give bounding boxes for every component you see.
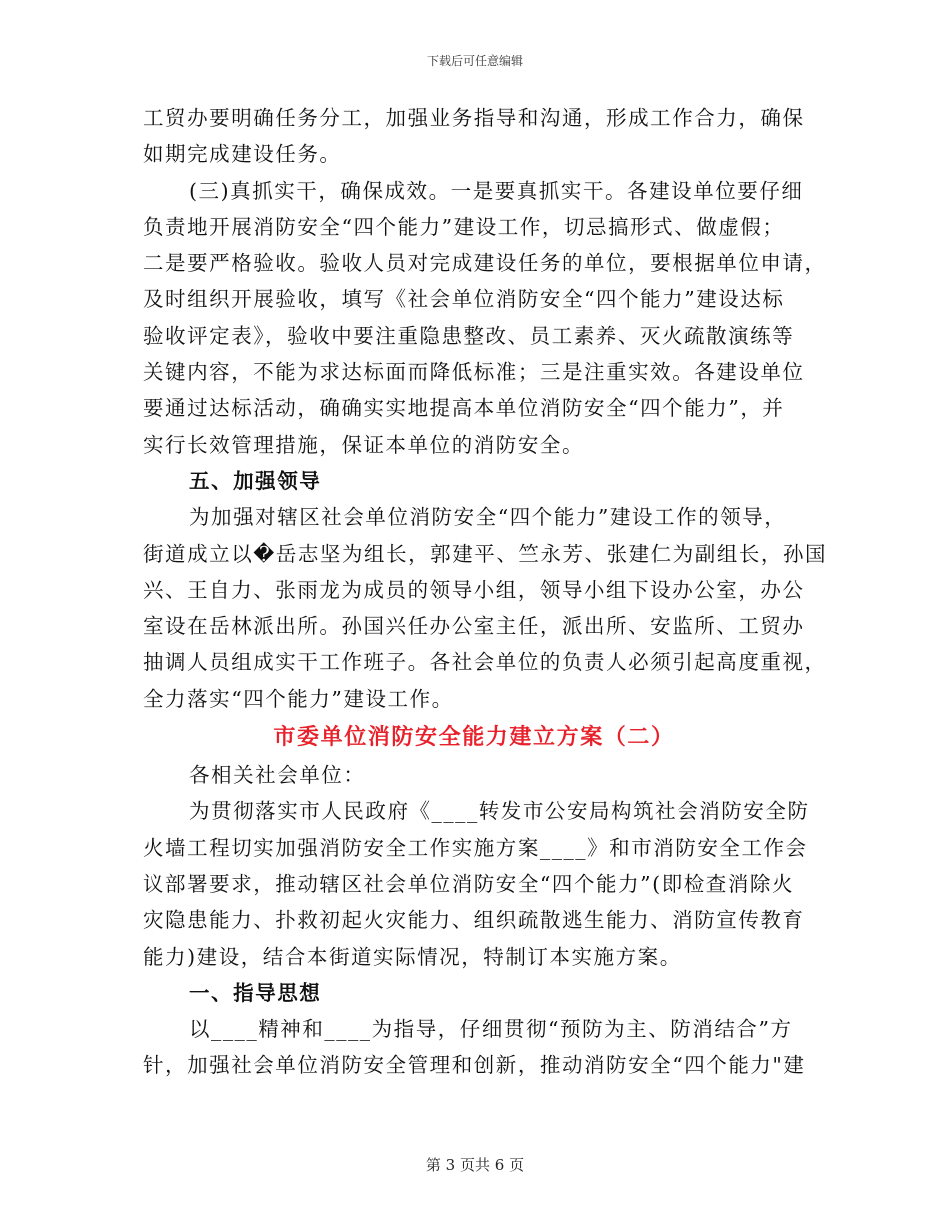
- document-body: [143, 100, 828, 1084]
- salutation: 各相关社会单位：: [189, 763, 366, 788]
- paragraph-line: 及时组织开展验收，填写《社会单位消防安全“四个能力”建设达标: [143, 287, 785, 312]
- paragraph-line: 如期完成建设任务。: [143, 142, 342, 167]
- paragraph-line: 室设在岳林派出所。孙国兴任办公室主任，派出所、安监所、工贸办: [143, 614, 805, 639]
- paragraph-line: 验收评定表》，验收中要注重隐患整改、员工素养、灭火疏散演练等: [143, 323, 795, 348]
- page-footer: 第 3 页共 6 页: [425, 1156, 525, 1174]
- section-heading: 一、指导思想: [189, 980, 322, 1005]
- paragraph-line: 二是要严格验收。验收人员对完成建设任务的单位，要根据单位申请，: [143, 251, 827, 276]
- paragraph-line: 火墙工程切实加强消防安全工作实施方案____》和市消防安全工作会: [143, 835, 808, 860]
- document-title: 市委单位消防安全能力建立方案（二）: [273, 724, 675, 751]
- paragraph-line: 以____精神和____为指导，仔细贯彻“预防为主、防消结合”方: [189, 1017, 793, 1042]
- paragraph-line: 关键内容，不能为求达标面而降低标准；三是注重实效。各建设单位: [143, 360, 805, 385]
- paragraph-line: 为贯彻落实市人民政府《____转发市公安局构筑社会消防安全防: [189, 799, 810, 824]
- page-header: 下载后可任意编辑: [426, 54, 523, 68]
- paragraph-line: 抽调人员组成实干工作班子。各社会单位的负责人必须引起高度重视，: [143, 650, 827, 675]
- paragraph-line: 灾隐患能力、扑救初起火灾能力、组织疏散逃生能力、消防宣传教育: [143, 908, 805, 933]
- paragraph-line: 兴、王自力、张雨龙为成员的领导小组，领导小组下设办公室，办公: [143, 577, 805, 602]
- paragraph-line: 能力)建设，结合本街道实际情况，特制订本实施方案。: [143, 944, 682, 969]
- paragraph-line: 工贸办要明确任务分工，加强业务指导和沟通，形成工作合力，确保: [143, 106, 805, 130]
- section-heading: 五、加强领导: [189, 468, 322, 493]
- paragraph-line: 为加强对辖区社会单位消防安全“四个能力”建设工作的领导，: [189, 505, 787, 530]
- paragraph-line: 街道成立以�岳志坚为组长，郭建平、竺永芳、张建仁为副组长，孙国: [143, 541, 828, 566]
- paragraph-line: 针，加强社会单位消防安全管理和创新，推动消防安全“四个能力"建: [143, 1053, 806, 1078]
- paragraph-line: (三)真抓实干，确保成效。一是要真抓实干。各建设单位要仔细: [189, 178, 804, 203]
- paragraph-line: 实行长效管理措施，保证本单位的消防安全。: [143, 432, 584, 457]
- paragraph-line: 负责地开展消防安全“四个能力”建设工作，切忌搞形式、做虚假；: [143, 214, 785, 239]
- paragraph-line: 议部署要求，推动辖区社会单位消防安全“四个能力”(即检查消除火: [143, 871, 795, 896]
- paragraph-line: 全力落实“四个能力”建设工作。: [143, 686, 454, 711]
- paragraph-line: 要通过达标活动，确确实实地提高本单位消防安全“四个能力”，并: [143, 396, 785, 421]
